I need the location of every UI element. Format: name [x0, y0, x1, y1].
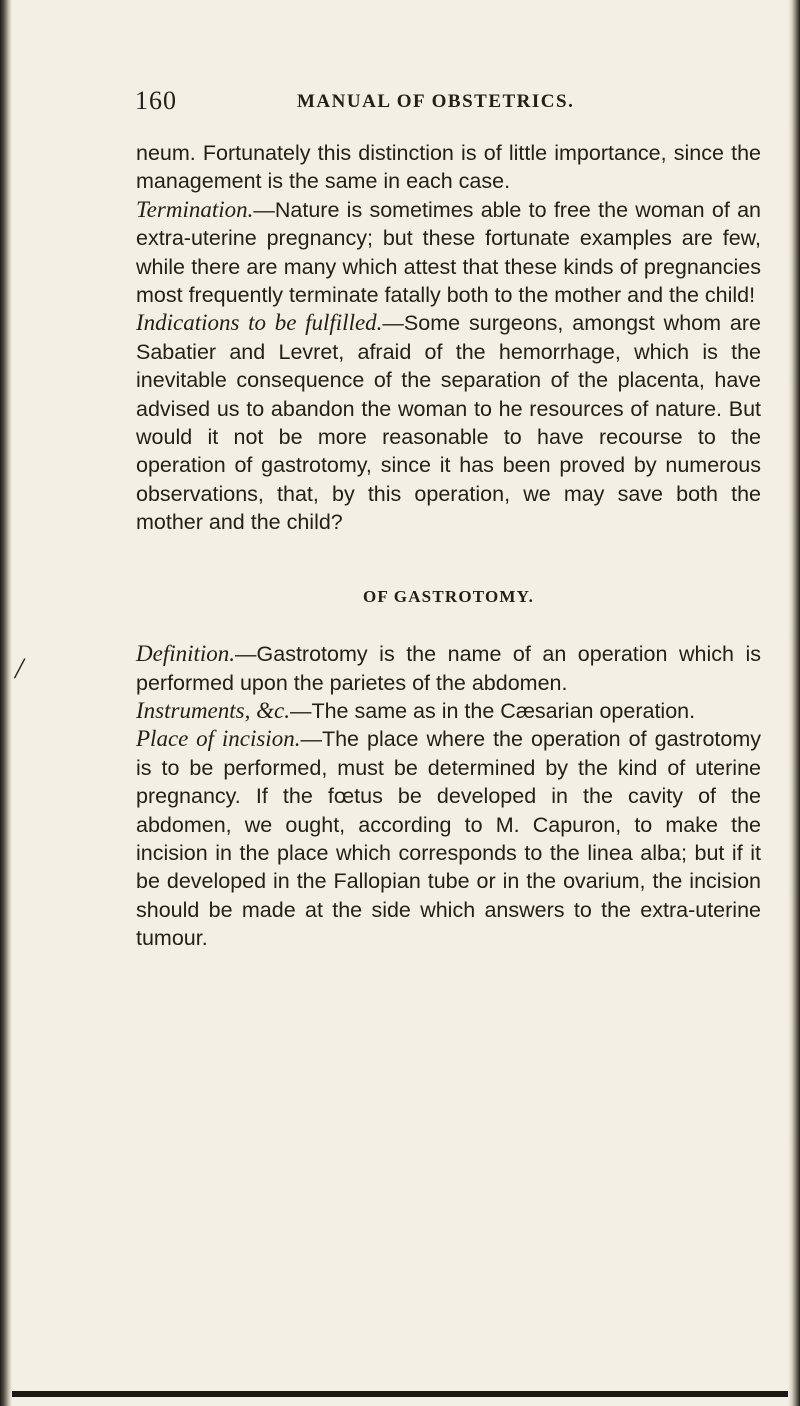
- paragraph-text: —The same as in the Cæsarian operation.: [289, 698, 696, 723]
- paragraph-text: —Some surgeons, amongst whom are Sabatier and Levret, afraid of the hemorrhage, which is the inevitable consequence of the separation of the placenta, have advised us to abandon the woman to he resources of nature. But would it not be more reasonable to have recourse to the operation of gastrotomy, since it has been proved by numerous observations, that, by this operation, we may save both the mother and the child?: [136, 311, 761, 535]
- paragraph-definition: [136, 640, 761, 697]
- paragraph-continuation: [136, 139, 761, 196]
- paragraph-instruments: [136, 697, 761, 725]
- paragraph-text: —The place where the operation of gastrotomy is to be performed, must be determined by the kind of uterine pregnancy. If the fœtus be developed in the cavity of the abdomen, we ought, according to M. Capuron, to make the incision in the place which corresponds to the linea alba; but if it be developed in the Fallopian tube or in the ovarium, the incision should be made at the side which answers to the extra-uterine tumour.: [136, 727, 761, 951]
- page-header: [135, 86, 765, 126]
- paragraph-indications: [136, 309, 761, 536]
- paragraph-heading: Termination.: [136, 196, 254, 222]
- page-left-edge: [0, 0, 12, 1406]
- paragraph-text: neum. Fortunately this distinction is of little importance, since the management is the same in each case.: [136, 141, 761, 194]
- page-body: [136, 139, 761, 953]
- paragraph-heading: Instruments, &c.: [136, 697, 290, 723]
- paragraph-heading: Place of incision.: [136, 726, 301, 752]
- page-bottom-edge: [12, 1391, 788, 1397]
- running-title: MANUAL OF OBSTETRICS.: [297, 91, 575, 112]
- paragraph-place-of-incision: [136, 725, 761, 952]
- page-number: 160: [135, 86, 177, 115]
- paragraph-termination: [136, 196, 761, 310]
- page-right-edge: [788, 0, 800, 1406]
- paragraph-heading: Definition.: [136, 641, 236, 667]
- paragraph-heading: Indications to be fulfilled.: [136, 310, 383, 336]
- section-title: OF GASTROTOMY.: [362, 586, 535, 606]
- paragraph-text: —Gastrotomy is the name of an operation which is performed upon the parietes of the abdomen.: [136, 642, 761, 695]
- margin-mark: /: [15, 652, 24, 685]
- paragraph-text: —Nature is sometimes able to free the woman of an extra-uterine pregnancy; but these fortunate examples are few, while there are many which attest that these kinds of pregnancies most frequently terminate fatally both to the mother and the child!: [136, 197, 761, 308]
